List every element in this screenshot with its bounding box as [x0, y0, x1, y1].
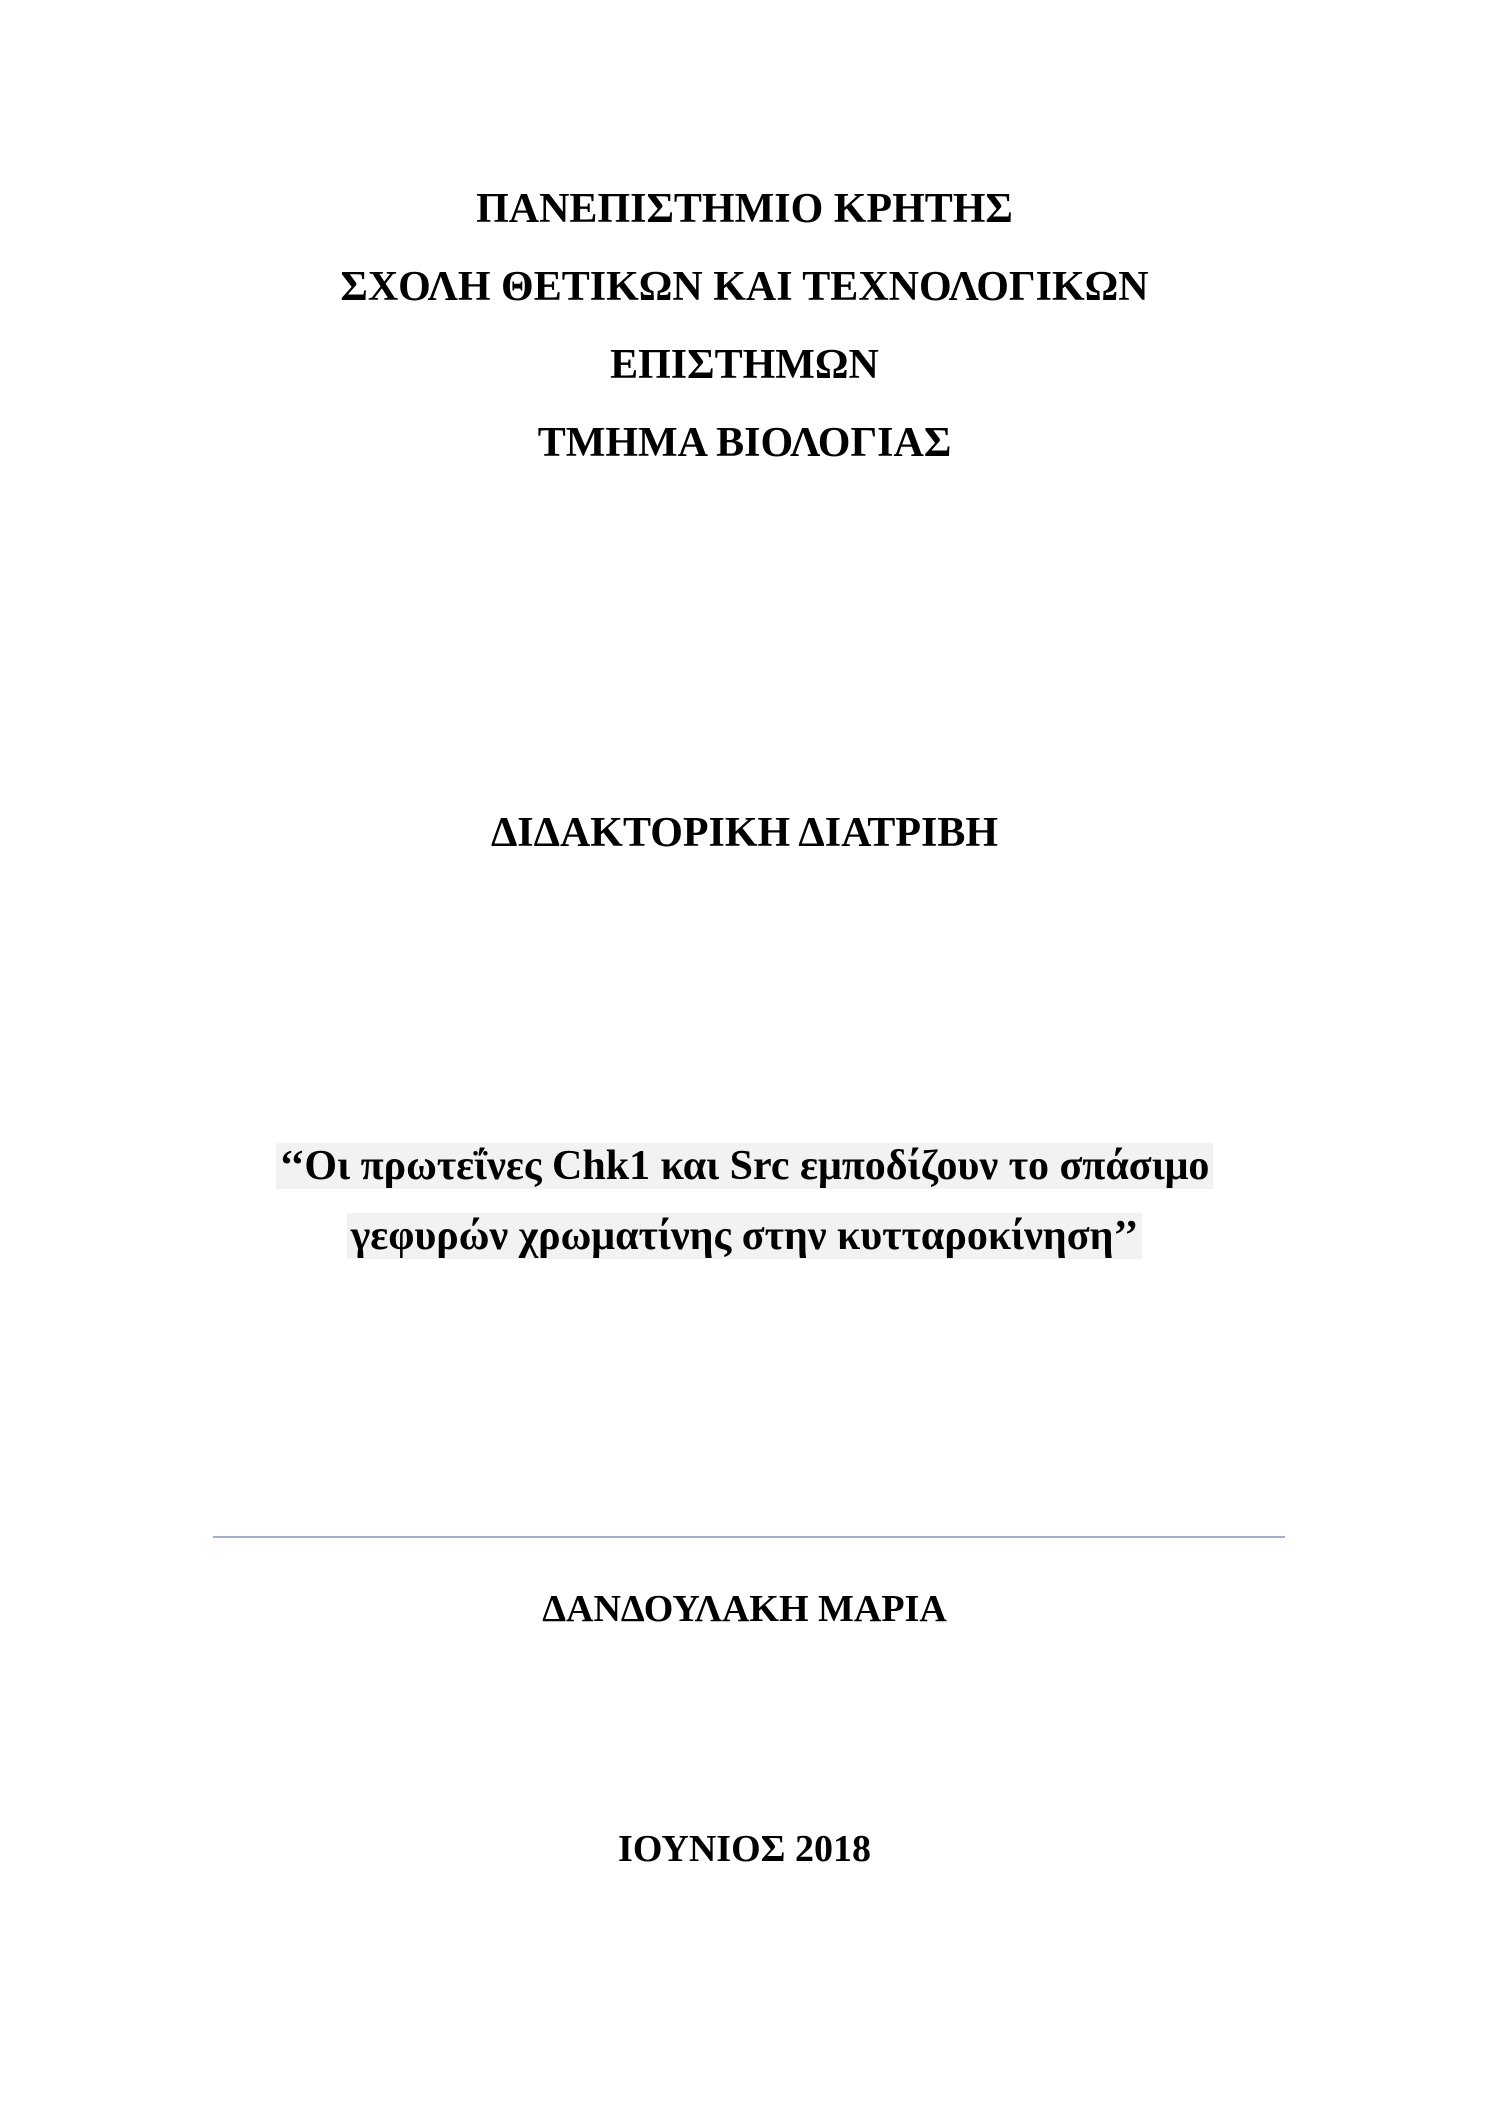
divider-line — [213, 1536, 1285, 1538]
thesis-title-text2: γεφυρών χρωματίνης στην κυτταροκίνηση’’ — [347, 1213, 1143, 1259]
thesis-title-line2 — [0, 1210, 1489, 1262]
thesis-title-text1: ‘‘Οι πρωτεΐνες Chk1 και Src εμποδίζουν το σπάσιμο — [276, 1143, 1214, 1189]
school-name-line2: ΕΠΙΣΤΗΜΩΝ — [610, 342, 879, 388]
author-name: ΔΑΝΔΟΥΛΑΚΗ ΜΑΡΙΑ — [542, 1588, 947, 1630]
school-name-line1: ΣΧΟΛΗ ΘΕΤΙΚΩΝ ΚΑΙ ΤΕΧΝΟΛΟΓΙΚΩΝ — [340, 264, 1149, 310]
university-name: ΠΑΝΕΠΙΣΤΗΜΙΟ ΚΡΗΤΗΣ — [476, 186, 1013, 232]
department-name: ΤΜΗΜΑ ΒΙΟΛΟΓΙΑΣ — [537, 420, 952, 466]
thesis-title-line1 — [0, 1140, 1489, 1192]
submission-date: ΙΟΥΝΙΟΣ 2018 — [618, 1828, 871, 1870]
thesis-type: ΔΙΔΑΚΤΟΡΙΚΗ ΔΙΑΤΡΙΒΗ — [490, 810, 999, 856]
